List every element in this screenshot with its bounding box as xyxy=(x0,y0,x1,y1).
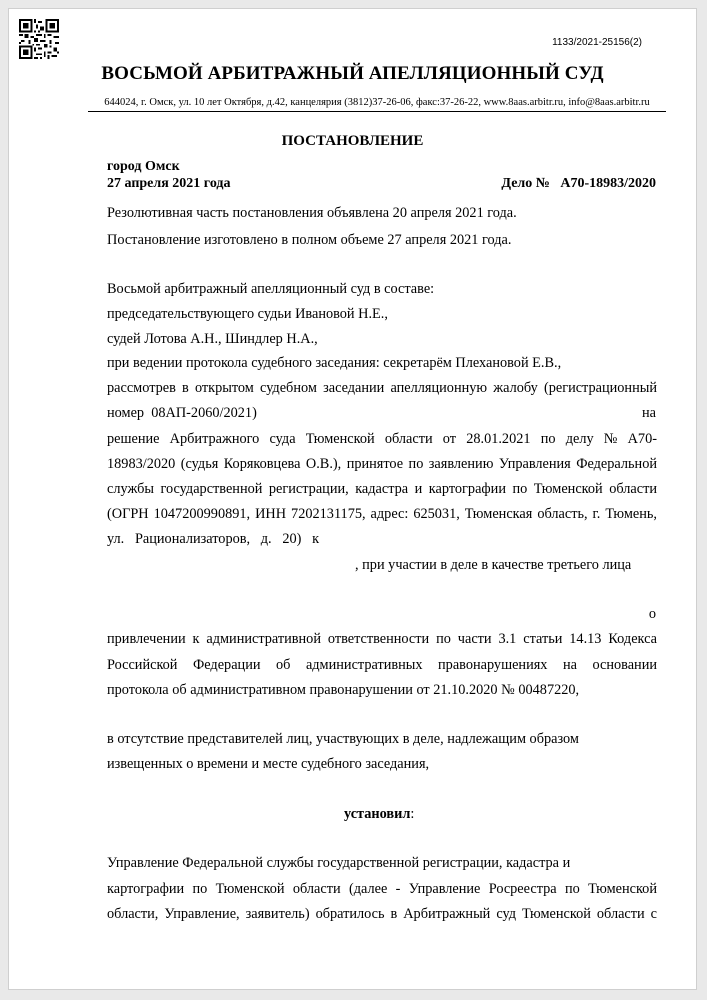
text-line: 18983/2020 (судья Коряковцева О.В.), принятое по заявлению Управления Федеральной xyxy=(107,456,657,472)
text-line: судей Лотова А.Н., Шиндлер Н.А., xyxy=(107,331,318,347)
text-line: , при участии в деле в качестве третьего лица xyxy=(355,557,632,573)
text-line: протокола об административном правонарушении от 21.10.2020 № 00487220, xyxy=(107,682,580,698)
text-line: решение Арбитражного суда Тюменской области от 28.01.2021 по делу № А70- xyxy=(107,431,657,447)
document-number: 1133/2021-25156(2) xyxy=(552,37,642,48)
case-number: Дело № А70-18983/2020 xyxy=(501,176,656,191)
court-name: ВОСЬМОЙ АРБИТРАЖНЫЙ АПЕЛЛЯЦИОННЫЙ СУД xyxy=(101,63,604,84)
text-line: ул. Рационализаторов, д. 20) к xyxy=(107,531,320,547)
document-title: ПОСТАНОВЛЕНИЕ xyxy=(281,133,424,149)
text-line: области, Управление, заявитель) обратилось в Арбитражный суд Тюменской области с xyxy=(107,906,657,922)
text-line: привлечении к административной ответственности по части 3.1 статьи 14.13 Кодекса xyxy=(107,631,657,647)
text-line: Управление Федеральной службы государственной регистрации, кадастра и xyxy=(107,855,571,871)
text-line: при ведении протокола судебного заседания: секретарём Плехановой Е.В., xyxy=(107,355,562,371)
section-heading: установил: xyxy=(344,806,415,822)
text-line: Постановление изготовлено в полном объеме 27 апреля 2021 года. xyxy=(107,232,512,248)
text-line: Российской Федерации об административных правонарушениях на основании xyxy=(107,657,657,673)
text-line: Восьмой арбитражный апелляционный суд в составе: xyxy=(107,281,435,297)
date: 27 апреля 2021 года xyxy=(107,176,231,191)
text-line: номер 08АП-2060/2021) xyxy=(107,405,257,421)
court-address: 644024, г. Омск, ул. 10 лет Октября, д.42, канцелярия (3812)37-26-06, факс:37-26-22, www.8aas.arbitr.ru, info@8aas.arbitr.ru xyxy=(88,97,666,112)
qr-code-icon xyxy=(19,19,59,59)
text-line: председательствующего судьи Ивановой Н.Е., xyxy=(107,306,388,322)
text-line: в отсутствие представителей лиц, участвующих в деле, надлежащим образом xyxy=(107,731,579,747)
city: город Омск xyxy=(107,159,180,174)
text-line: рассмотрев в открытом судебном заседании апелляционную жалобу (регистрационный xyxy=(107,380,657,396)
text-line: (ОГРН 1047200990891, ИНН 7202131175, адрес: 625031, Тюменская область, г. Тюмень, xyxy=(107,506,657,522)
document-page xyxy=(8,8,697,990)
text-line: о xyxy=(648,606,656,622)
text-line: извещенных о времени и месте судебного заседания, xyxy=(107,756,430,772)
text-line: Резолютивная часть постановления объявлена 20 апреля 2021 года. xyxy=(107,205,517,221)
text-line: картографии по Тюменской области (далее - Управление Росреестра по Тюменской xyxy=(107,881,657,897)
text-line: службы государственной регистрации, кадастра и картографии по Тюменской области xyxy=(107,481,657,497)
text-line: на xyxy=(642,405,656,421)
